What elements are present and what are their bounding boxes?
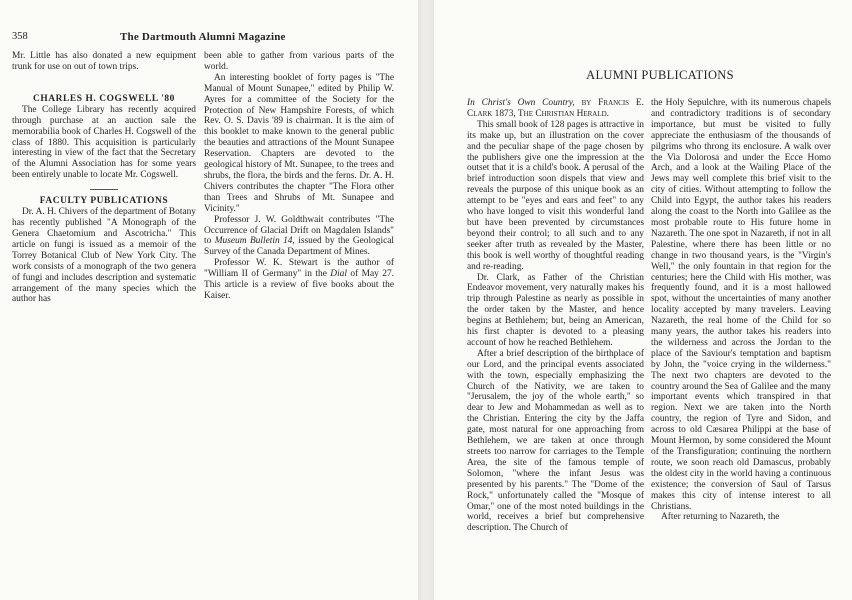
cogswell-paragraph: The College Library has recently acquired through purchase at an auction sale the memorabilia book of Charles H. Cogswell of the class of 1880. This acquisition is particularly interesting in view of the fact that the Secretary of the Alumni Association has for some years been entirely unable to locate Mr. Cogswell. <box>12 104 196 181</box>
page-header <box>12 31 412 45</box>
page-number: 358 <box>12 31 28 42</box>
review-continued-paragraph: the Holy Sepulchre, with its numerous chapels and contradictory traditions is of secondary importance, but must be visited to fully appreciate the enthusiasm of the thousands of pilgrims who throng its enclosure. A walk over the Via Dolorosa and under the Ecce Homo Arch, and a look at the Wailing Place of the Jews may well complete this brief visit to the city of cities. Without attempting to follow the Child into Egypt, the author takes his readers along the coast to the North into Galilee as the most probable route to His future home in Nazareth. The one spot in Nazareth, if not in all Palestine, where there has been little or no change in two thousand years, is the "Virgin's Well," the only fountain in that region for the centuries; here the Child with His mother, was frequently found, and it is a most hallowed spot, without the uncertainties of many another locality accepted by many travelers. Leaving Nazareth, the real home of the Child for so many years, the author takes his readers into the wilderness and across the Jordan to the place of the Saviour's temptation and baptism by John, the "voice crying in the wilderness." The next two chapters are devoted to the country around the Sea of Galilee and the many important events which transpired in that region. Next we are taken into the North country, the region of Tyre and Sidon, and across to old Cæsarea Philippi at the base of Mount Hermon, by some considered the Mount of the Transfiguration; continuing the northern route, we soon reach old Damascus, probably the oldest city in the world having a continuous existence; the conversion of Saul of Tarsus makes this city of intense interest to all Christians. <box>651 98 831 512</box>
stewart-paragraph: Professor W. K. Stewart is the author of "William II of Germany" in the Dial of May 27. This article is a review of five books about the Kaiser. <box>204 258 394 301</box>
chivers-paragraph: Dr. A. H. Chivers of the department of Botany has recently published "A Monograph of the Genera Chaetomium and Ascotricha." This article on fungi is issued as a memoir of the Torrey Botanical Club of New York City. The work consists of a monograph of the two genera of fungi and includes description and systematic arrangement of the many species which the author has <box>12 207 196 305</box>
book-citation: In Christ's Own Country, by Francis E. Clark 1873, The Christian Herald. <box>467 98 644 119</box>
review-paragraph-last: After returning to Nazareth, the <box>661 512 780 523</box>
magazine-title: The Dartmouth Alumni Magazine <box>120 31 286 43</box>
right-column-1 <box>467 98 644 534</box>
page-gutter <box>418 0 434 600</box>
left-page <box>0 0 418 600</box>
review-paragraph-1: This small book of 128 pages is attractive in its make up, but an illustration on the cover and the peculiar shape of the page chosen by the publishers give one the impression at the outset that it is a child's book. A perusal of the brief introduction soon dispels that view and reveals the purpose of this unique book as an attempt to be "eyes and ears and feet" to any who have longed to visit this wonderful land but have been prevented by circumstances beyond their control; to all such and to any seeker after truth as revealed by the Master, this book is well worthy of thoughtful reading and re-reading. <box>467 119 644 272</box>
opening-paragraph: Mr. Little has also donated a new equipment trunk for use on out of town trips. <box>12 51 196 72</box>
review-paragraph-2: Dr. Clark, as Father of the Christian Endeavor movement, very naturally makes his trip through Palestine as nearly as possible in the order taken by the Master, and hence begins at Bethlehem; but, being an American, his first chapter is devoted to a pleasing account of how he reached Bethlehem. <box>467 272 644 348</box>
left-column-2 <box>204 51 394 302</box>
review-paragraph-3: After a brief description of the birthplace of our Lord, and the principal events associated with the town, especially emphasizing the Church of the Nativity, we are taken to "Jerusalem, the joy of the whole earth," so dear to Jew and Mohammedan as well as to the Christian. Entering the city by the Jaffa gate, most natural for one approaching from Bethlehem, we are taken at once through streets too narrow for carriages to the Temple Area, the site of the famous temple of Solomon, "where the infant Jesus was presented by his parents." The "Dome of the Rock," unfortunately called the "Mosque of Omar," one of the most noted buildings in the world, receives a brief but comprehensive description. The Church of <box>467 348 644 534</box>
left-column-1 <box>12 51 196 305</box>
cogswell-heading: CHARLES H. COGSWELL '80 <box>33 93 175 104</box>
sunapee-paragraph: An interesting booklet of forty pages is "The Manual of Mount Sunapee," edited by Philip W. Ayres for a committee of the Society for the Protection of New Hampshire Forests, of which Rev. O. S. Davis '89 is chairman. It is the aim of this booklet to make known to the general public the beauties and attractions of the Mount Sunapee Reservation. Chapters are devoted to the geological history of Mt. Sunapee, to the trees and shrubs, the flora, the birds and the ferns. Dr. A. H. Chivers contributes the chapter "The Flora other than Trees and Shrubs of Mt. Sunapee and Vicinity." <box>204 72 394 214</box>
faculty-publications-heading: FACULTY PUBLICATIONS <box>39 196 169 207</box>
goldthwait-paragraph: Professor J. W. Goldthwait contributes "The Occurrence of Glacial Drift on Magdalen Islands" to Museum Bulletin 14, issued by the Geological Survey of the Canada Department of Mines. <box>204 214 394 258</box>
section-title: ALUMNI PUBLICATIONS <box>586 68 734 82</box>
right-column-2 <box>651 98 831 523</box>
continued-paragraph: been able to gather from various parts of the world. <box>204 51 394 72</box>
